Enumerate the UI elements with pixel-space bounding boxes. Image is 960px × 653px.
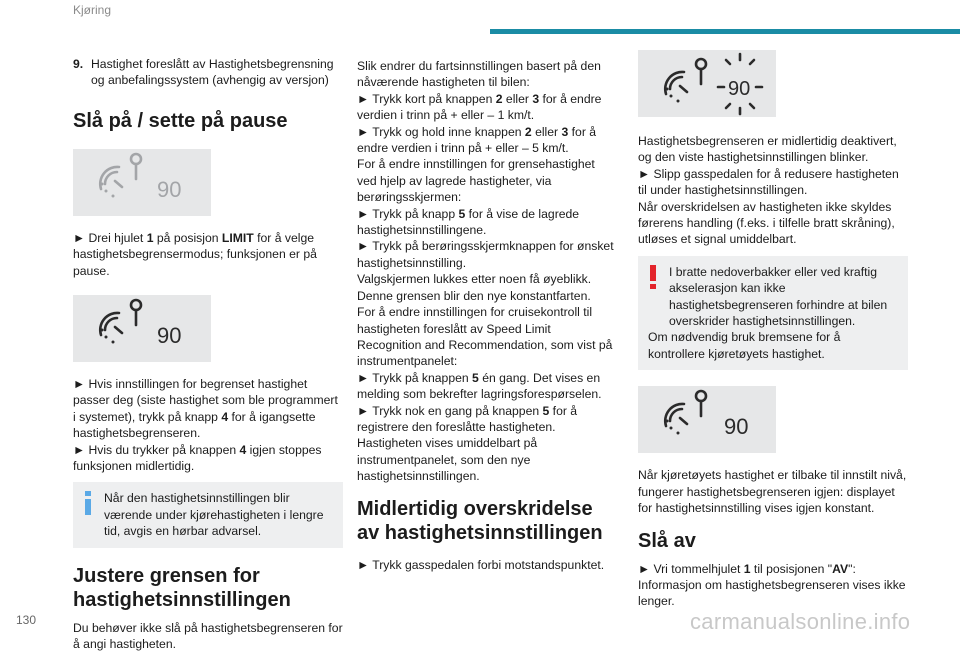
- paragraph-turn-wheel: ► Drei hjulet 1 på posisjon LIMIT for å velge hastighetsbegrensermodus; funksjonen er på pause.: [73, 230, 317, 278]
- header-accent-bar: [490, 29, 960, 34]
- display-panel-paused: [73, 149, 211, 216]
- paragraph-release-pedal: ► Slipp gasspedalen for å redusere hastigheten til under hastighetsinnstillingen.: [638, 166, 899, 198]
- warning-icon: [648, 265, 658, 289]
- speedometer-icon: [73, 295, 211, 362]
- info-note-text: Når den hastighetsinnstillingen blir værende under kjørehastigheten i lengre tid, avgis en hørbar advarsel.: [104, 491, 324, 539]
- paragraph-touchscreen: For å endre innstillingen for grensehastighet ved hjelp av lagrede hastigheter, via berøringsskjermen:: [357, 157, 595, 205]
- paragraph-short-press: ► Trykk kort på knappen 2 eller 3 for å endre verdien i trinn på + eller – 1 km/t.: [357, 91, 602, 123]
- heading-switch-off: Slå av: [638, 529, 696, 552]
- column-1: [73, 56, 343, 653]
- speedometer-icon: [73, 149, 211, 216]
- paragraph-press-5: ► Trykk på knapp 5 for å vise de lagrede hastighetsinnstillingene.: [357, 206, 580, 238]
- paragraph-speed-shown: Hastigheten vises umiddelbart på instrumentpanelet, som den nye hastighetsinnstillingen.: [357, 436, 538, 484]
- paragraph-speed-restored: Når kjøretøyets hastighet er tilbake til innstilt nivå, fungerer hastighetsbegrenseren igjen: displayet for hastighetsinnstilling vises igjen konstant.: [638, 468, 907, 516]
- info-icon: [83, 491, 93, 515]
- svg-text:90: 90: [724, 414, 749, 440]
- list-item-9: [73, 56, 343, 89]
- paragraph-signal: Når overskridelsen av hastigheten ikke skyldes førerens handling (f.eks. i tilfelle bratt skråning), utløses et signal umiddelbart.: [638, 199, 895, 247]
- paragraph-press-5-once: ► Trykk på knappen 5 én gang. Det vises en melding som bekrefter lagringsforespørselen.: [357, 370, 602, 402]
- paragraph-start-limiter: ► Hvis innstillingen for begrenset hastighet passer deg (siste hastighet som ble programmert i systemet), trykk på knapp 4 for å igangsette hastighetsbegrenseren.: [73, 377, 338, 441]
- svg-text:90: 90: [157, 323, 182, 349]
- watermark-text: carmanualsonline.info: [690, 609, 911, 634]
- speedometer-icon: [638, 386, 776, 453]
- page-number: 130: [16, 613, 37, 627]
- svg-text:90: 90: [728, 78, 751, 100]
- display-panel-flashing: [638, 50, 776, 117]
- paragraph-long-press: ► Trykk og hold inne knappen 2 eller 3 for å endre verdien i trinn på + eller – 5 km/t.: [357, 124, 597, 156]
- paragraph-press-5-again: ► Trykk nok en gang på knappen 5 for å registrere den foreslåtte hastigheten.: [357, 403, 578, 434]
- paragraph-touch-button: ► Trykk på berøringsskjermknappen for ønsket hastighetsinnstilling.: [357, 239, 614, 270]
- page-header-title: Kjøring: [73, 3, 112, 17]
- heading-temporary-override: Midlertidig overskridelse av hastighetsinnstillingen: [357, 497, 603, 544]
- paragraph-deactivated: Hastighetsbegrenseren er midlertidig deaktivert, og den viste hastighetsinnstillingen blinker.: [638, 134, 897, 165]
- paragraph-adjust: Du behøver ikke slå på hastighetsbegrenseren for å angi hastigheten.: [73, 620, 343, 652]
- paragraph-screen-closes: Valgskjermen lukkes etter noen få øyeblikk. Denne grensen blir den nye konstantfarten.: [357, 272, 592, 303]
- column-3: [638, 50, 908, 610]
- paragraph-intro: Slik endrer du fartsinnstillingen basert på den nåværende hastigheten til bilen:: [357, 59, 601, 90]
- warning-note-text-2: Om nødvendig bruk bremsene for å kontrollere kjøretøyets hastighet.: [648, 330, 841, 361]
- warning-note-text: I bratte nedoverbakker eller ved kraftig akselerasjon kan ikke hastighetsbegrenseren forhindre at bilen overskrider hastighetsinnstillingen.: [669, 264, 888, 329]
- heading-activate-pause: Slå på / sette på pause: [73, 109, 288, 132]
- paragraph-press-pedal: ► Trykk gasspedalen forbi motstandspunktet.: [357, 557, 605, 572]
- column-2: [357, 58, 617, 573]
- display-panel-restored: [638, 386, 776, 453]
- list-item-text: Hastighet foreslått av Hastighetsbegrensning og anbefalingssystem (avhengig av versjon): [91, 57, 334, 88]
- list-item-number: 9.: [73, 57, 84, 71]
- paragraph-turn-off: ► Vri tommelhjulet 1 til posisjonen "AV": Informasjon om hastighetsbegrenseren vises ikke lenger.: [638, 561, 906, 609]
- speedometer-icon: [638, 50, 776, 117]
- warning-note: [638, 256, 908, 370]
- paragraph-cruise: For å endre innstillingen for cruisekontroll til hastigheten foreslått av Speed Limit Recognition and Recommendation, som vist på instrumentpanelet:: [357, 305, 613, 369]
- info-note: [73, 482, 343, 547]
- heading-adjust-limit: Justere grensen for hastighetsinnstillingen: [73, 564, 291, 611]
- paragraph-stop-limiter: ► Hvis du trykker på knappen 4 igjen stoppes funksjonen midlertidig.: [73, 442, 322, 474]
- svg-text:90: 90: [157, 176, 182, 202]
- display-panel-active: [73, 295, 211, 362]
